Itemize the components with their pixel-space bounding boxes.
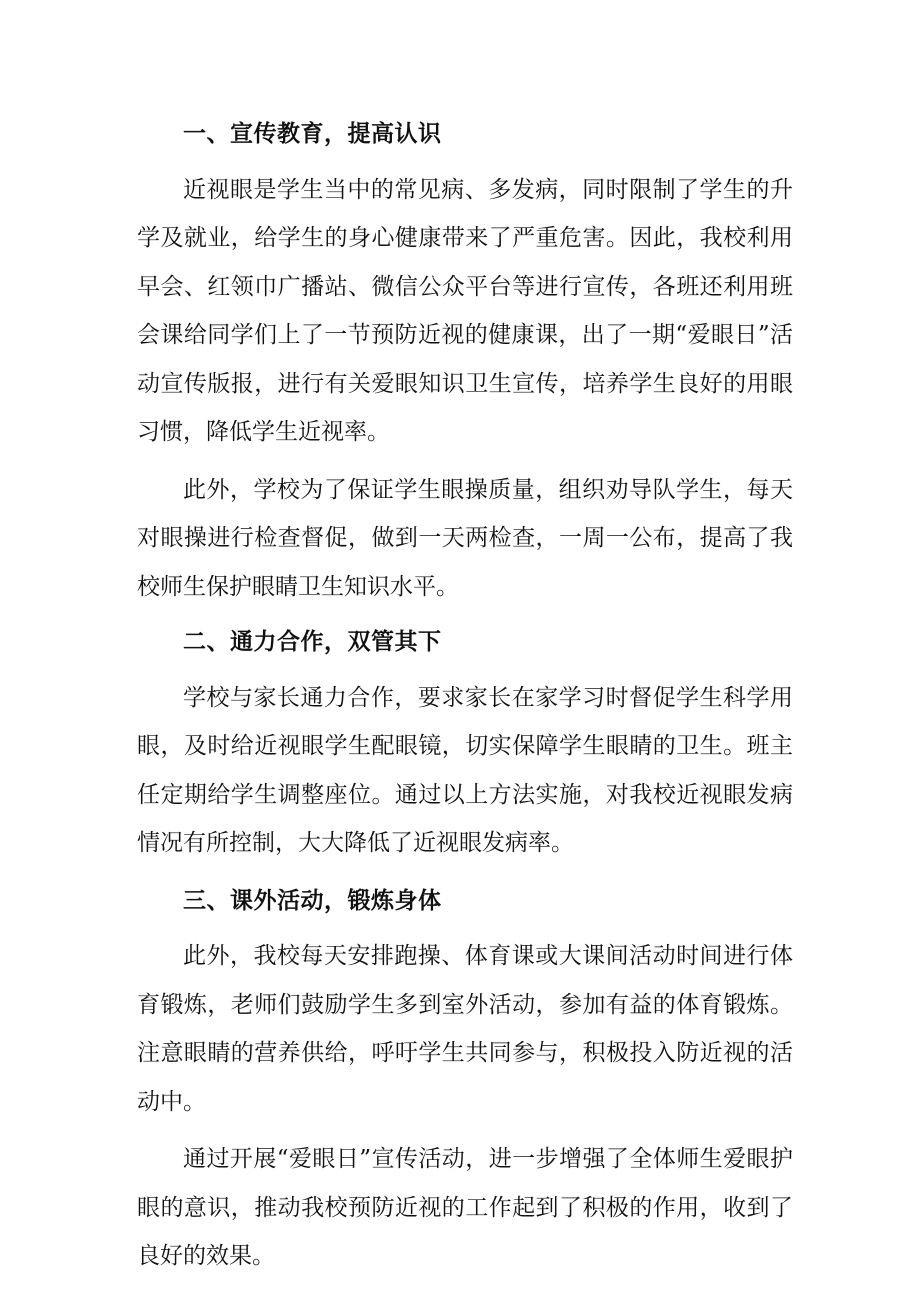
paragraph-2-1: 学校与家长通力合作，要求家长在家学习时督促学生科学用眼，及时给近视眼学生配眼镜，切实保障学生眼睛的卫生。班主任定期给学生调整座位。通过以上方法实施，对我校近视眼发病情况有所控制，大大降低了近视眼发病率。 bbox=[137, 684, 793, 856]
section-heading-1: 一、宣传教育，提高认识 bbox=[183, 121, 442, 147]
spacer bbox=[137, 1126, 793, 1135]
spacer bbox=[137, 611, 793, 618]
spacer bbox=[137, 159, 793, 166]
spacer bbox=[137, 667, 793, 674]
section-heading-2: 二、通力合作，双管其下 bbox=[183, 629, 442, 655]
section-heading-3: 三、课外活动，锻炼身体 bbox=[183, 887, 442, 914]
paragraph-3-2: 通过开展“爱眼日”宣传活动，进一步增强了全体师生爱眼护眼的意识，推动我校预防近视的工作起到了积极的作用，收到了良好的效果。 bbox=[137, 1146, 793, 1269]
spacer bbox=[137, 457, 793, 466]
spacer bbox=[137, 925, 793, 932]
spacer bbox=[137, 868, 793, 877]
paragraph-1-2: 此外，学校为了保证学生眼操质量，组织劝导队学生，每天对眼操进行检查督促，做到一天两检查，一周一公布，提高了我校师生保护眼睛卫生知识水平。 bbox=[137, 476, 793, 600]
document-body bbox=[137, 110, 793, 1281]
paragraph-1-1: 近视眼是学生当中的常见病、多发病，同时限制了学生的升学及就业，给学生的身心健康带来了严重危害。因此，我校利用早会、红领巾广播站、微信公众平台等进行宣传，各班还利用班会课给同学们上了一节预防近视的健康课，出了一期“爱眼日”活动宣传版报，进行有关爱眼知识卫生宣传，培养学生良好的用眼习惯，降低学生近视率。 bbox=[137, 176, 793, 445]
paragraph-3-1: 此外，我校每天安排跑操、体育课或大课间活动时间进行体育锻炼，老师们鼓励学生多到室外活动，参加有益的体育锻炼。注意眼睛的营养供给，呼吁学生共同参与，积极投入防近视的活动中。 bbox=[137, 943, 793, 1115]
